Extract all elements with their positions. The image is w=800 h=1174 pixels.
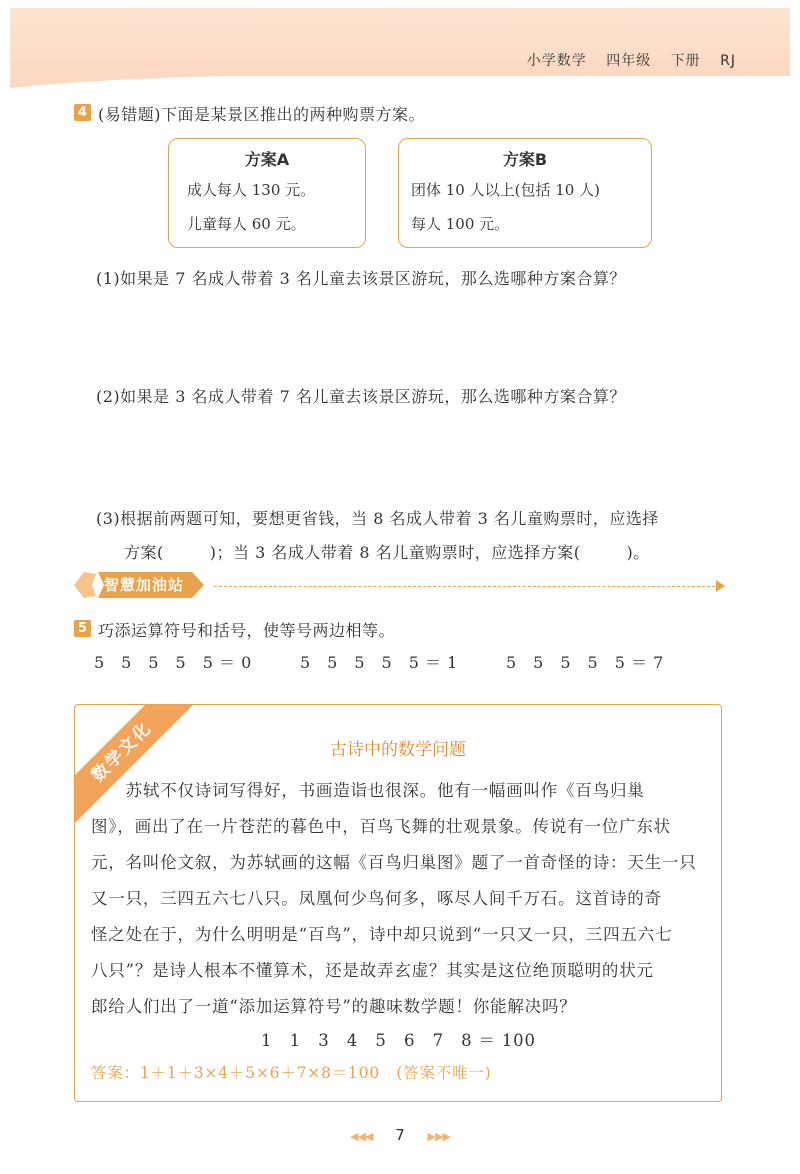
next-arrows-icon: ▶▶▶ [427,1130,450,1143]
q4-sub3-part-b: )；当 3 名成人带着 8 名儿童购票时，应选择方案( [209,543,581,562]
plan-a-line1: 成人每人 130 元。 [187,181,316,199]
culture-line-6: 八只”？是诗人根本不懂算术，还是故弄玄虚？其实是这位绝顶聪明的状元 [91,961,654,980]
culture-equation: 1 1 3 4 5 6 7 8 ＝ 100 [261,1031,536,1050]
header-info [513,50,736,70]
q4-sub1: (1)如果是 7 名成人带着 3 名儿童去该景区游玩，那么选哪种方案合算？ [96,269,626,288]
header-subject: 小学数学 [526,53,587,69]
section-banner-label: 智慧加油站 [104,576,185,594]
prev-arrows-icon: ◀◀◀ [350,1130,373,1143]
header-volume: 下册 [670,53,701,69]
culture-line-7: 郎给人们出了一道“添加运算符号”的趣味数学题！你能解决吗？ [91,997,577,1016]
q5-equation-3: 5 5 5 5 5 ＝ 7 [506,653,664,672]
q4-intro: (易错题)下面是某景区推出的两种购票方案。 [98,105,425,124]
culture-line-1: 苏轼不仅诗词写得好，书画造诣也很深。他有一幅画叫作《百鸟归巢 [91,781,645,800]
page-footer [0,1126,800,1144]
culture-line-3: 元，名叫伦文叙，为苏轼画的这幅《百鸟归巢图》题了一首奇怪的诗：天生一只 [91,853,697,872]
plan-b-box [398,138,652,248]
plan-a-box [168,138,366,248]
math-culture-box [74,704,722,1102]
culture-answer: 答案：1＋1＋3×4＋5×6＋7×8＝100 (答案不唯一) [91,1064,492,1082]
q4-sub3-line1: (3)根据前两题可知，要想更省钱，当 8 名成人带着 3 名儿童购票时，应选择 [96,509,659,528]
header-edition: RJ [720,53,736,69]
culture-line-5: 怪之处在于，为什么明明是“百鸟”，诗中却只说到“一只又一只，三四五六七 [91,925,673,944]
q4-sub3-line2 [124,540,650,563]
culture-line-4: 又一只，三四五六七八只。凤凰何少鸟何多，啄尽人间千万石。这首诗的奇 [91,889,662,908]
plan-a-title: 方案A [244,150,290,169]
plan-b-line1: 团体 10 人以上(包括 10 人) [411,181,600,199]
q5-equation-2: 5 5 5 5 5 ＝ 1 [300,653,458,672]
culture-title: 古诗中的数学问题 [330,740,466,760]
header-grade: 四年级 [606,53,652,69]
q4-sub3-part-a: 方案( [124,543,164,562]
plan-b-title: 方案B [502,150,548,169]
q4-sub2: (2)如果是 3 名成人带着 7 名儿童去该景区游玩，那么选哪种方案合算？ [96,387,626,406]
q4-sub3-part-c: )。 [626,543,650,562]
plan-b-line2: 每人 100 元。 [411,215,510,233]
section-arrow-icon [716,580,725,592]
culture-line-2: 图》，画出了在一片苍茫的暮色中，百鸟飞舞的壮观景象。传说有一位广东状 [91,817,671,836]
page-number: 7 [395,1126,405,1144]
ribbon-wrap [75,705,195,825]
math-culture-ribbon: 数学文化 [75,705,194,824]
q5-equation-1: 5 5 5 5 5 ＝ 0 [94,653,252,672]
q5-prompt: 巧添运算符号和括号，使等号两边相等。 [98,621,396,640]
plan-a-line2: 儿童每人 60 元。 [187,215,306,233]
question-number-5: 5 [74,620,91,637]
section-divider [214,586,720,587]
question-number-4: 4 [74,104,91,121]
